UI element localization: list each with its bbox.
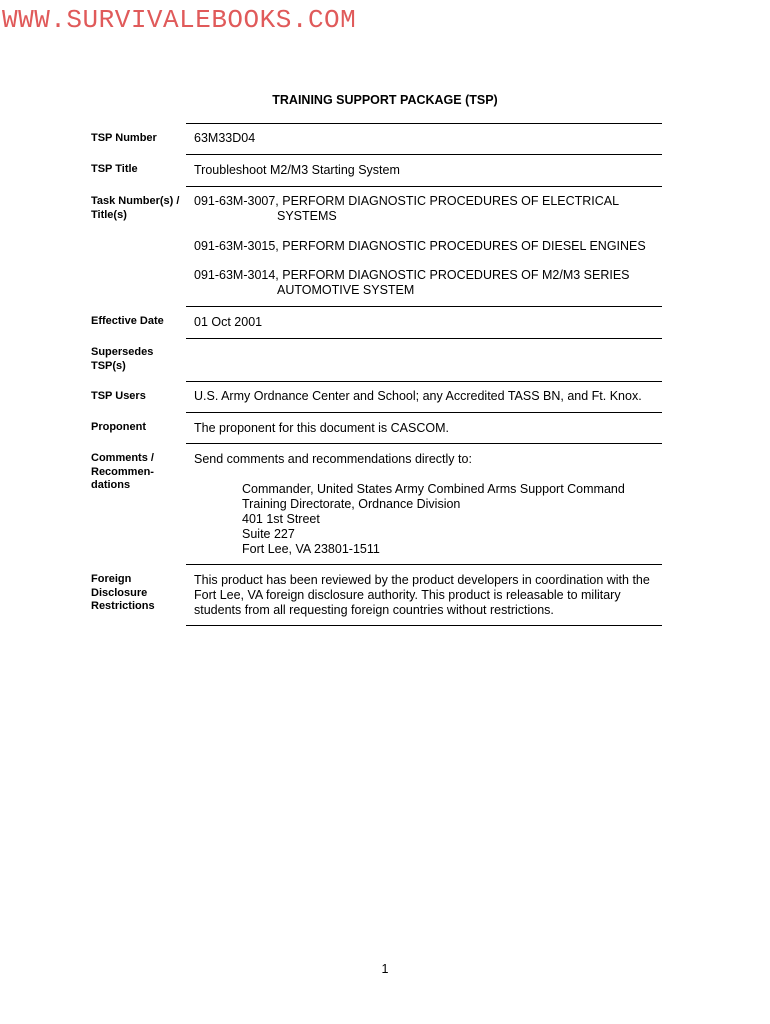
proponent-value: The proponent for this document is CASCOM. [194, 421, 449, 435]
comments-intro: Send comments and recommendations directly to: [194, 452, 472, 466]
divider [186, 564, 662, 565]
divider [186, 123, 662, 124]
task-line: 091-63M-3015, PERFORM DIAGNOSTIC PROCEDURES OF DIESEL ENGINES [194, 239, 646, 253]
address-line: Suite 227 [242, 527, 295, 541]
tsp-title-label: TSP Title [91, 163, 138, 175]
divider [186, 443, 662, 444]
tsp-users-label: TSP Users [91, 390, 146, 402]
watermark-text: WWW.SURVIVALEBOOKS.COM [2, 5, 357, 35]
mailing-address [242, 482, 625, 557]
effective-date-value: 01 Oct 2001 [194, 315, 263, 329]
tasks-label: Task Number(s) / Title(s) [91, 195, 180, 221]
divider [186, 306, 662, 307]
address-line: Fort Lee, VA 23801-1511 [242, 542, 380, 556]
tsp-users-value: U.S. Army Ordnance Center and School; any Accredited TASS BN, and Ft. Knox. [194, 389, 642, 403]
divider [186, 186, 662, 187]
tsp-title-value: Troubleshoot M2/M3 Starting System [194, 163, 400, 177]
task-line: 091-63M-3014, PERFORM DIAGNOSTIC PROCEDURES OF M2/M3 SERIES [194, 268, 630, 282]
address-line: Training Directorate, Ordnance Division [242, 497, 461, 511]
foreign-disclosure-label: Foreign Disclosure Restrictions [91, 573, 155, 612]
divider [186, 381, 662, 382]
tsp-number-label: TSP Number [91, 132, 157, 144]
task-item [194, 268, 664, 298]
divider [186, 338, 662, 339]
divider [186, 154, 662, 155]
divider [186, 625, 662, 626]
task-line: 091-63M-3007, PERFORM DIAGNOSTIC PROCEDURES OF ELECTRICAL [194, 194, 620, 208]
page-title: TRAINING SUPPORT PACKAGE (TSP) [272, 93, 498, 107]
foreign-disclosure-value: This product has been reviewed by the product developers in coordination with the Fort Lee, VA foreign disclosure authority. This product is releasable to military students from all requesting foreign countries without restrictions. [194, 573, 650, 617]
address-line: 401 1st Street [242, 512, 320, 526]
divider [186, 412, 662, 413]
task-line-continued: SYSTEMS [277, 209, 337, 223]
comments-label: Comments / Recommen-dations [91, 452, 154, 491]
task-item [194, 239, 664, 254]
tsp-number-value: 63M33D04 [194, 131, 256, 145]
page-number: 1 [381, 962, 389, 976]
supersedes-label: Supersedes TSP(s) [91, 346, 154, 372]
effective-date-label: Effective Date [91, 315, 164, 327]
address-line: Commander, United States Army Combined Arms Support Command [242, 482, 625, 496]
task-line-continued: AUTOMOTIVE SYSTEM [277, 283, 415, 297]
proponent-label: Proponent [91, 421, 146, 433]
task-item [194, 194, 664, 224]
